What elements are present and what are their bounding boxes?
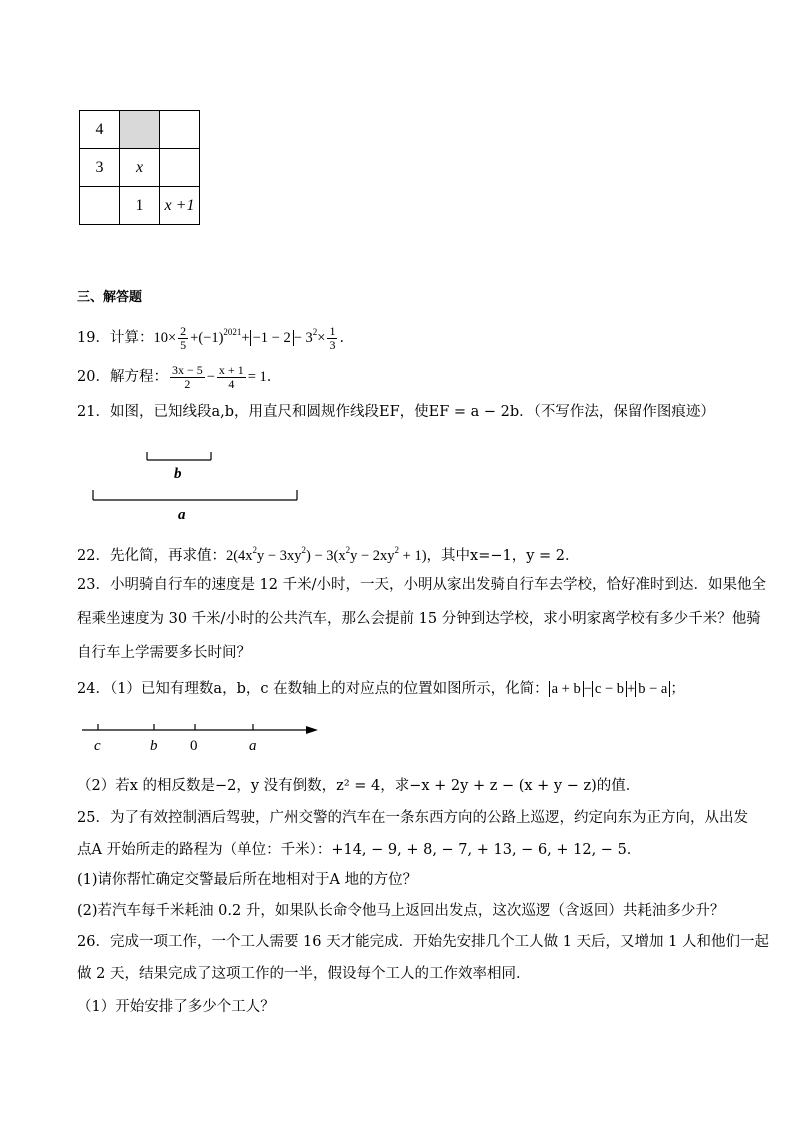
q20-equation: $\frac{3x - 5}{2}$ − $\frac{x + 1}{4}$ = 1: [171, 363, 267, 391]
q22-prefix: 22．先化简，再求值：: [77, 548, 226, 564]
question-24-line-2: （2）若x 的相反数是−2，y 没有倒数，z² = 4，求−x + 2y + z − (x + y − z)的值．: [77, 778, 641, 794]
grid-cell: [160, 111, 200, 149]
question-20: [77, 364, 281, 391]
question-24-line-1: [77, 679, 685, 699]
q19-prefix: 19．计算：: [77, 330, 154, 346]
question-25-line-4: (2)若汽车每千米耗油 0.2 升，如果队长命令他马上返回出发点，这次巡逻（含返回）共耗油多少升？: [77, 903, 725, 919]
grid-cell: x: [120, 149, 160, 187]
section-title: 三、解答题: [77, 290, 143, 305]
q19-expression: 10× $\frac{2}{5}$ $+(-1)^{2021}+ -1 - 2 - 3^2\times$ $\frac{1}{3}$: [153, 324, 336, 353]
grid-cell: [160, 149, 200, 187]
label-a: a: [249, 738, 257, 754]
grid-cell: 1: [120, 187, 160, 225]
question-23-line-3: 自行车上学需要多长时间？: [77, 645, 251, 661]
question-26-line-2: 做 2 天，结果完成了这项工作的一半，假设每个工人的工作效率相同．: [77, 966, 531, 982]
grid-row: [80, 187, 200, 225]
number-grid: [79, 110, 200, 225]
segment-b-label: b: [174, 466, 182, 482]
question-25-line-2: 点A 开始所走的路程为（单位：千米）：+14, − 9, + 8, − 7, + 13, − 6, + 12, − 5．: [77, 842, 642, 858]
grid-cell: 4: [80, 111, 120, 149]
grid-cell: x +1: [160, 187, 200, 225]
q24-expression: a + b − c − b + b − a ；: [549, 681, 685, 697]
grid-cell: 3: [80, 149, 120, 187]
q20-end: ．: [266, 368, 282, 385]
question-22: [77, 540, 580, 566]
q22-expression: $2(4x^2y - 3xy^2) - 3(x^2y - 2xy^2 + 1)$: [225, 545, 427, 564]
grid-row: [80, 149, 200, 187]
question-21: 21．如图，已知线段a,b，用直尺和圆规作线段EF，使EF = a − 2b．（不写作法，保留作图痕迹）: [77, 404, 715, 420]
grid-cell: [80, 187, 120, 225]
q19-end: ．: [339, 330, 354, 346]
grid-row: [80, 111, 200, 149]
question-23-line-2: 程乘坐速度为 30 千米/小时的公共汽车，那么会提前 15 分钟到达学校，求小明家离学校有多少千米？他骑: [77, 611, 761, 627]
grid-cell-shaded: [120, 111, 160, 149]
question-26-line-3: （1）开始安排了多少个工人？: [77, 999, 275, 1015]
q24-prefix: 24．（1）已知有理数a，b，c 在数轴上的对应点的位置如图所示，化简：: [77, 681, 549, 697]
label-b: b: [150, 738, 158, 754]
number-line: [78, 716, 328, 758]
question-25-line-3: (1)请你帮忙确定交警最后所在地相对于A 地的方位？: [77, 872, 418, 888]
question-26-line-1: 26．完成一项工作，一个工人需要 16 天才能完成．开始先安排几个工人做 1 天后，又增加 1 人和他们一起: [77, 934, 770, 950]
label-0: 0: [190, 738, 198, 754]
question-23-line-1: 23．小明骑自行车的速度是 12 千米/小时，一天，小明从家出发骑自行车去学校，恰好准时到达．如果他全: [77, 577, 767, 593]
question-25-line-1: 25．为了有效控制酒后驾驶，广州交警的汽车在一条东西方向的公路上巡逻，约定向东为正方向，从出发: [77, 810, 748, 826]
segment-figure: [85, 446, 315, 526]
q20-prefix: 20．解方程：: [77, 368, 168, 385]
number-line-arrow: [306, 726, 318, 734]
label-c: c: [94, 738, 101, 754]
question-19: [77, 322, 354, 352]
q22-tail: ，其中x=−1，y = 2．: [426, 548, 580, 564]
segment-a-label: a: [178, 507, 186, 523]
